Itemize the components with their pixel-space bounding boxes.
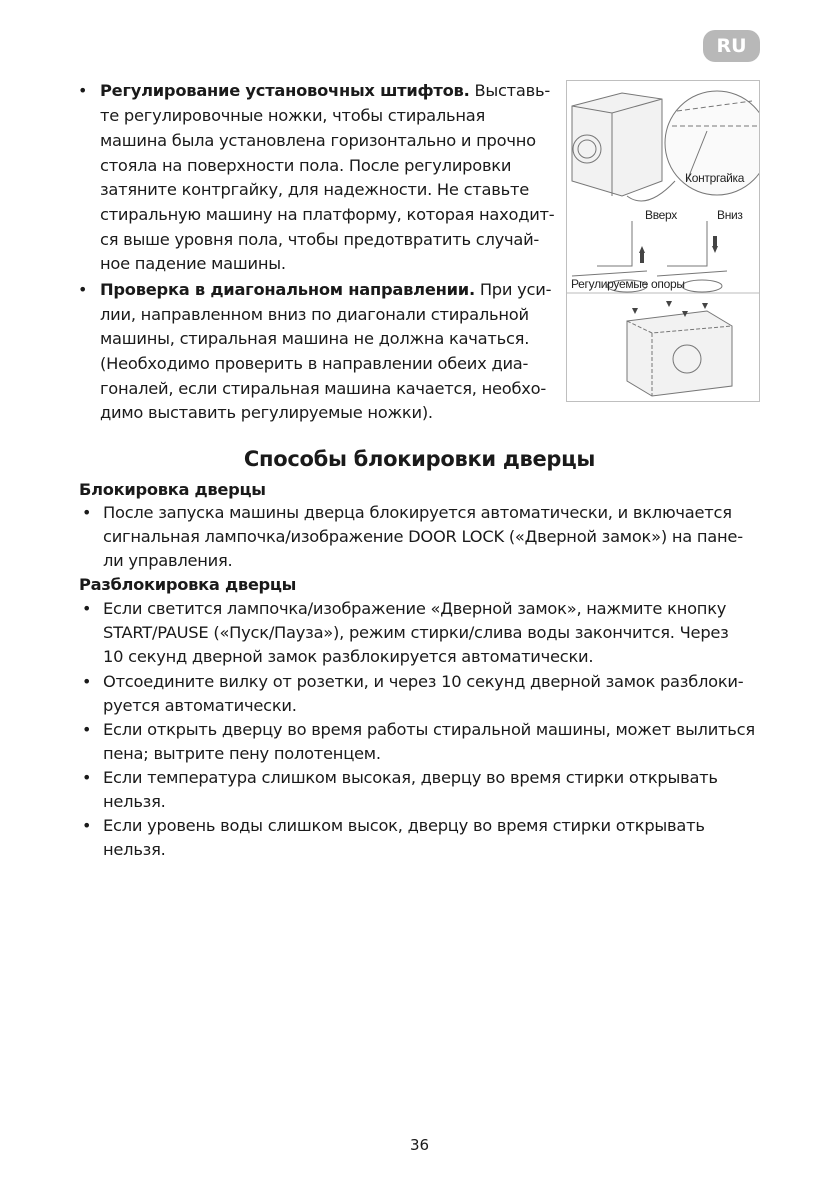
bullet: • bbox=[82, 816, 92, 835]
bullet: • bbox=[82, 503, 92, 522]
paragraph-line: ное падение машины. bbox=[100, 254, 286, 273]
washing-machine-illustration bbox=[567, 81, 759, 401]
paragraph-line: 10 секунд дверной замок разблокируется автоматически. bbox=[103, 647, 594, 666]
text: Выставь- bbox=[469, 81, 550, 100]
paragraph-line: затяните контргайку, для надежности. Не ставьте bbox=[100, 180, 529, 199]
page-number: 36 bbox=[409, 1136, 430, 1154]
paragraph-line: стояла на поверхности пола. После регулировки bbox=[100, 156, 512, 175]
paragraph-line: димо выставить регулируемые ножки). bbox=[100, 403, 433, 422]
paragraph-line: лии, направленном вниз по диагонали стиральной bbox=[100, 305, 529, 324]
paragraph-line: Если температура слишком высокая, дверцу во время стирки открывать bbox=[103, 768, 718, 787]
paragraph-line: ся выше уровня пола, чтобы предотвратить случай- bbox=[100, 230, 540, 249]
bullet-title: Регулирование установочных штифтов. bbox=[100, 81, 470, 100]
down-label: Вниз bbox=[717, 208, 743, 222]
bullet: • bbox=[82, 768, 92, 787]
paragraph-line: стиральную машину на платформу, которая находит- bbox=[100, 205, 555, 224]
bullet-title: Проверка в диагональном направлении. bbox=[100, 280, 475, 299]
leveling-figure bbox=[566, 80, 760, 402]
section-heading: Способы блокировки дверцы bbox=[243, 447, 596, 471]
paragraph-line: гоналей, если стиральная машина качается, необхо- bbox=[100, 379, 546, 398]
paragraph-line bbox=[100, 81, 550, 101]
paragraph-line: Если уровень воды слишком высок, дверцу во время стирки открывать bbox=[103, 816, 705, 835]
language-badge: RU bbox=[703, 30, 760, 62]
paragraph-line: пена; вытрите пену полотенцем. bbox=[103, 744, 381, 763]
text: При уси- bbox=[474, 280, 552, 299]
paragraph-line: те регулировочные ножки, чтобы стиральная bbox=[100, 106, 486, 125]
subheading-lock: Блокировка дверцы bbox=[79, 480, 266, 499]
paragraph-line: руется автоматически. bbox=[103, 696, 297, 715]
paragraph-line: Отсоедините вилку от розетки, и через 10 секунд дверной замок разблоки- bbox=[103, 672, 744, 691]
paragraph-line: машины, стиральная машина не должна качаться. bbox=[100, 329, 530, 348]
paragraph-line: нельзя. bbox=[103, 840, 166, 859]
bullet: • bbox=[82, 672, 92, 691]
paragraph-line: START/PAUSE («Пуск/Пауза»), режим стирки/слива воды закончится. Через bbox=[103, 623, 729, 642]
paragraph-line: нельзя. bbox=[103, 792, 166, 811]
subheading-unlock: Разблокировка дверцы bbox=[79, 575, 297, 594]
adjustable-feet-label: Регулируемые опоры bbox=[571, 277, 685, 291]
locknut-label: Контргайка bbox=[685, 171, 745, 185]
paragraph-line: сигнальная лампочка/изображение DOOR LOCK («Дверной замок») на пане- bbox=[103, 527, 743, 546]
bullet: • bbox=[78, 280, 88, 299]
up-label: Вверх bbox=[645, 208, 677, 222]
paragraph-line bbox=[100, 280, 551, 300]
paragraph-line: (Необходимо проверить в направлении обеих диа- bbox=[100, 354, 529, 373]
paragraph-line: машина была установлена горизонтально и прочно bbox=[100, 131, 536, 150]
paragraph-line: Если светится лампочка/изображение «Дверной замок», нажмите кнопку bbox=[103, 599, 727, 618]
bullet: • bbox=[82, 599, 92, 618]
paragraph-line: ли управления. bbox=[103, 551, 233, 570]
bullet: • bbox=[82, 720, 92, 739]
bullet: • bbox=[78, 81, 88, 100]
paragraph-line: После запуска машины дверца блокируется автоматически, и включается bbox=[103, 503, 732, 522]
paragraph-line: Если открыть дверцу во время работы стиральной машины, может вылиться bbox=[103, 720, 755, 739]
